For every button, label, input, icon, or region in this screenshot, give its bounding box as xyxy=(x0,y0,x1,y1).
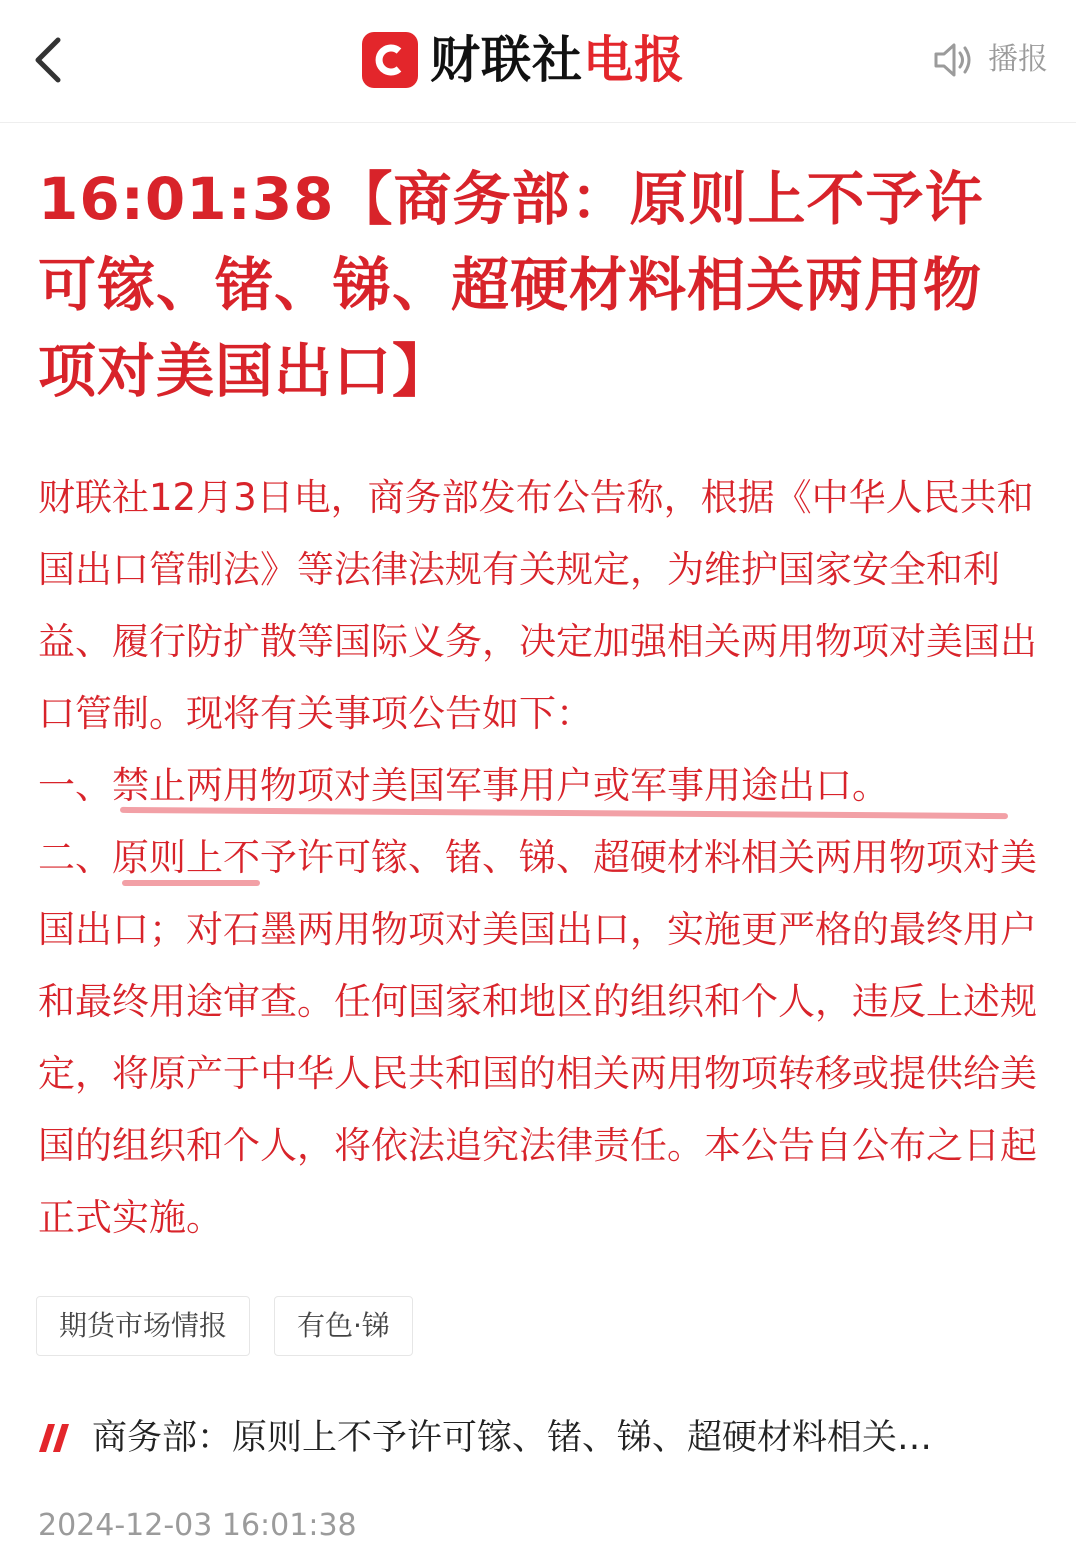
broadcast-label: 播报 xyxy=(988,42,1048,77)
brand-name-accent: 电报 xyxy=(583,31,685,89)
article-item-2 xyxy=(38,822,1038,1254)
related-article-title: 商务部：原则上不予许可镓、锗、锑、超硬材料相关… xyxy=(92,1418,933,1458)
chevron-left-icon xyxy=(22,30,78,90)
highlight-underline xyxy=(120,807,1008,819)
brand-title xyxy=(362,30,685,90)
speaker-icon xyxy=(932,40,974,80)
article-item-2-text: 二、原则上不予许可镓、锗、锑、超硬材料相关两用物项对美国出口；对石墨两用物项对美国出口，实施更严格的最终用户和最终用途审查。任何国家和地区的组织和个人，违反上述规定，将原产于中华人民共和国的相关两用物项转移或提供给美国的组织和个人，将依法追究法律责任。本公告自公布之日起正式实施。 xyxy=(38,836,1037,1239)
brand-name-main: 财联社 xyxy=(430,31,583,89)
back-button[interactable] xyxy=(22,30,78,90)
top-bar xyxy=(0,0,1076,123)
tag-list xyxy=(36,1296,437,1356)
article-item-1-text: 一、禁止两用物项对美国军事用户或军事用途出口。 xyxy=(38,764,889,807)
publish-timestamp: 2024-12-03 16:01:38 xyxy=(38,1508,357,1543)
related-article-link[interactable] xyxy=(38,1410,1038,1466)
article-headline: 16:01:38【商务部：原则上不予许可镓、锗、锑、超硬材料相关两用物项对美国出口】 xyxy=(38,165,984,405)
tag-futures-market[interactable]: 期货市场情报 xyxy=(36,1296,250,1356)
tag-nonferrous-antimony[interactable]: 有色·锑 xyxy=(274,1296,413,1356)
broadcast-button[interactable] xyxy=(932,36,1048,84)
article-intro: 财联社12月3日电，商务部发布公告称，根据《中华人民共和国出口管制法》等法律法规有关规定，为维护国家安全和利益、履行防扩散等国际义务，决定加强相关两用物项对美国出口管制。现将有关事项公告如下： xyxy=(38,476,1037,735)
highlight-underline-short xyxy=(122,880,260,886)
brand-name xyxy=(430,30,685,90)
double-slash-icon xyxy=(38,1418,74,1458)
article-body xyxy=(38,462,1038,1254)
cls-logo-icon xyxy=(362,32,418,88)
article-item-1 xyxy=(38,750,1038,822)
